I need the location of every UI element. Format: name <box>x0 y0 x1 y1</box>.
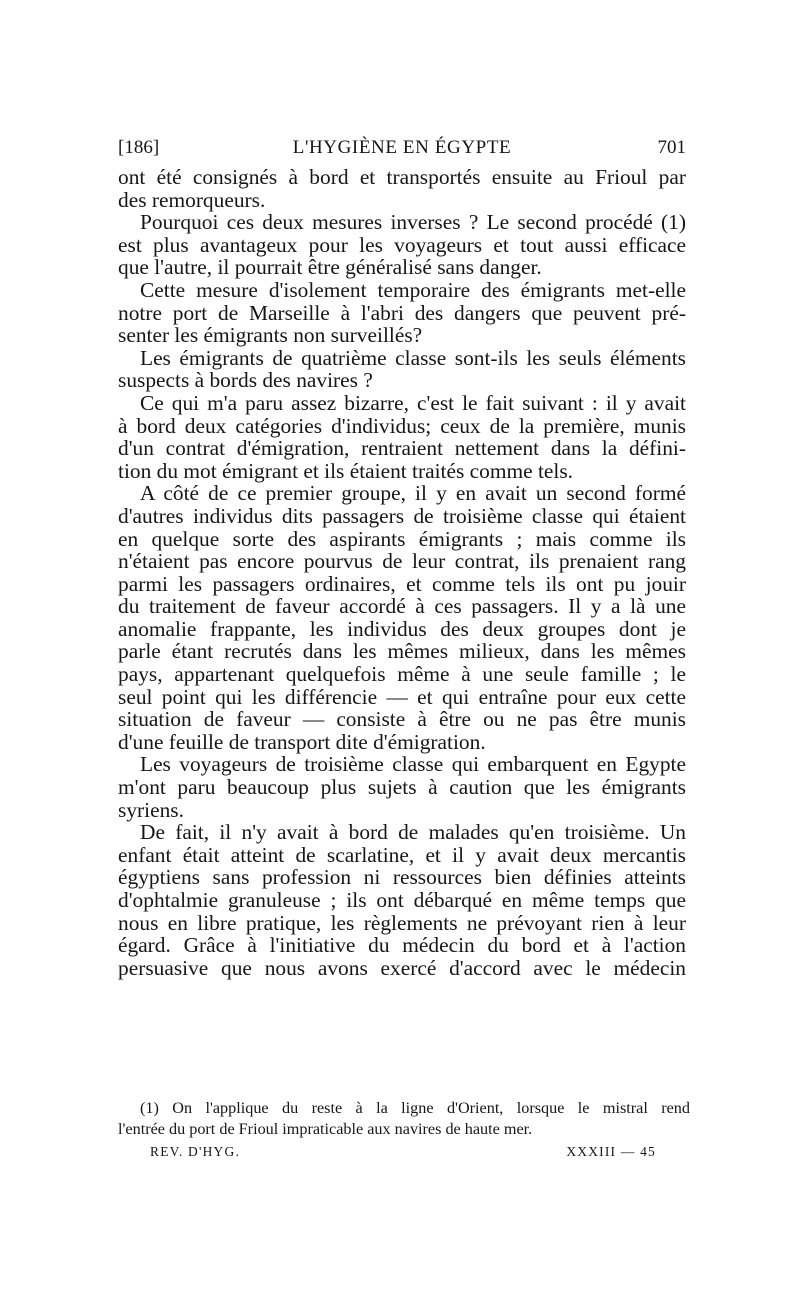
text-line: anomalie frappante, les individus des deux groupes dont je <box>118 616 686 641</box>
text-line: en quelque sorte des aspirants émigrants ; mais comme ils <box>118 526 686 551</box>
journal-signature: REV. D'HYG. <box>150 1144 241 1159</box>
page-number: 701 <box>657 137 686 158</box>
text-line: ont été consignés à bord et transportés ensuite au Frioul par <box>118 165 686 189</box>
body-text <box>118 166 686 979</box>
text-line: des remorqueurs. <box>118 187 266 212</box>
page-content <box>118 134 686 979</box>
volume-signature: XXXIII — 45 <box>566 1144 656 1159</box>
footnote-line: (1) On l'applique du reste à la ligne d'Orient, lorsque le mistral rend <box>140 1099 690 1117</box>
text-line: A côté de ce premier groupe, il y en avait un second formé <box>140 481 686 506</box>
text-line: est plus avantageux pour les voyageurs et tout aussi efficace <box>118 232 686 257</box>
text-line: pays, appartenant quelquefois même à une seule famille ; le <box>118 662 686 687</box>
text-line: senter les émigrants non surveillés? <box>118 323 423 348</box>
text-line: Les émigrants de quatrième classe sont-ils les seuls éléments <box>140 345 686 370</box>
text-line: d'ophtalmie granuleuse ; ils ont débarqué en même temps que <box>118 888 686 912</box>
running-head <box>118 134 686 166</box>
text-line: d'une feuille de transport dite d'émigration. <box>118 729 486 754</box>
text-line: à bord deux catégories d'individus; ceux de la première, munis <box>118 413 686 438</box>
text-line: n'étaient pas encore pourvus de leur contrat, ils prenaient rang <box>118 549 686 574</box>
page-title: L'HYGIÈNE EN ÉGYPTE <box>292 137 512 158</box>
text-line: enfant était atteint de scarlatine, et il y avait deux mercantis <box>118 842 686 867</box>
text-line: Ce qui m'a paru assez bizarre, c'est le fait suivant : il y avait <box>140 390 686 415</box>
text-line: égyptiens sans profession ni ressources bien définies atteints <box>118 865 686 890</box>
text-line: du traitement de faveur accordé à ces passagers. Il y a là une <box>118 594 686 619</box>
text-line: seul point qui les différencie — et qui entraîne pour eux cette <box>118 684 686 709</box>
text-line: tion du mot émigrant et ils étaient traités comme tels. <box>118 458 574 483</box>
text-line: notre port de Marseille à l'abri des dangers que peuvent pré- <box>118 300 686 325</box>
text-line: persuasive que nous avons exercé d'accord avec le médecin <box>118 955 686 980</box>
text-line: que l'autre, il pourrait être généralisé sans danger. <box>118 255 542 280</box>
page-ref: [186] <box>118 137 160 158</box>
footnote-line: l'entrée du port de Frioul impraticable aux navires de haute mer. <box>118 1120 533 1138</box>
text-line: parle étant recrutés dans les mêmes milieux, dans les mêmes <box>118 639 686 664</box>
footnote <box>118 1098 690 1140</box>
text-line: m'ont paru beaucoup plus sujets à caution que les émigrants <box>118 775 686 800</box>
text-line: suspects à bords des navires ? <box>118 368 373 393</box>
text-line: Cette mesure d'isolement temporaire des émigrants met-elle <box>140 277 686 302</box>
text-line: syriens. <box>118 797 184 822</box>
text-line: d'autres individus dits passagers de troisième classe qui étaient <box>118 503 686 528</box>
text-line: situation de faveur — consiste à être ou ne pas être munis <box>118 707 686 732</box>
text-line: Les voyageurs de troisième classe qui embarquent en Egypte <box>140 752 686 777</box>
text-line: égard. Grâce à l'initiative du médecin du bord et à l'action <box>118 933 686 958</box>
text-line: parmi les passagers ordinaires, et comme tels ils ont pu jouir <box>118 571 686 596</box>
text-line: De fait, il n'y avait à bord de malades qu'en troisième. Un <box>140 820 686 845</box>
text-line: nous en libre pratique, les règlements ne prévoyant rien à leur <box>118 910 686 935</box>
text-line: Pourquoi ces deux mesures inverses ? Le second procédé (1) <box>140 210 686 235</box>
text-line: d'un contrat d'émigration, rentraient nettement dans la défini- <box>118 436 686 461</box>
